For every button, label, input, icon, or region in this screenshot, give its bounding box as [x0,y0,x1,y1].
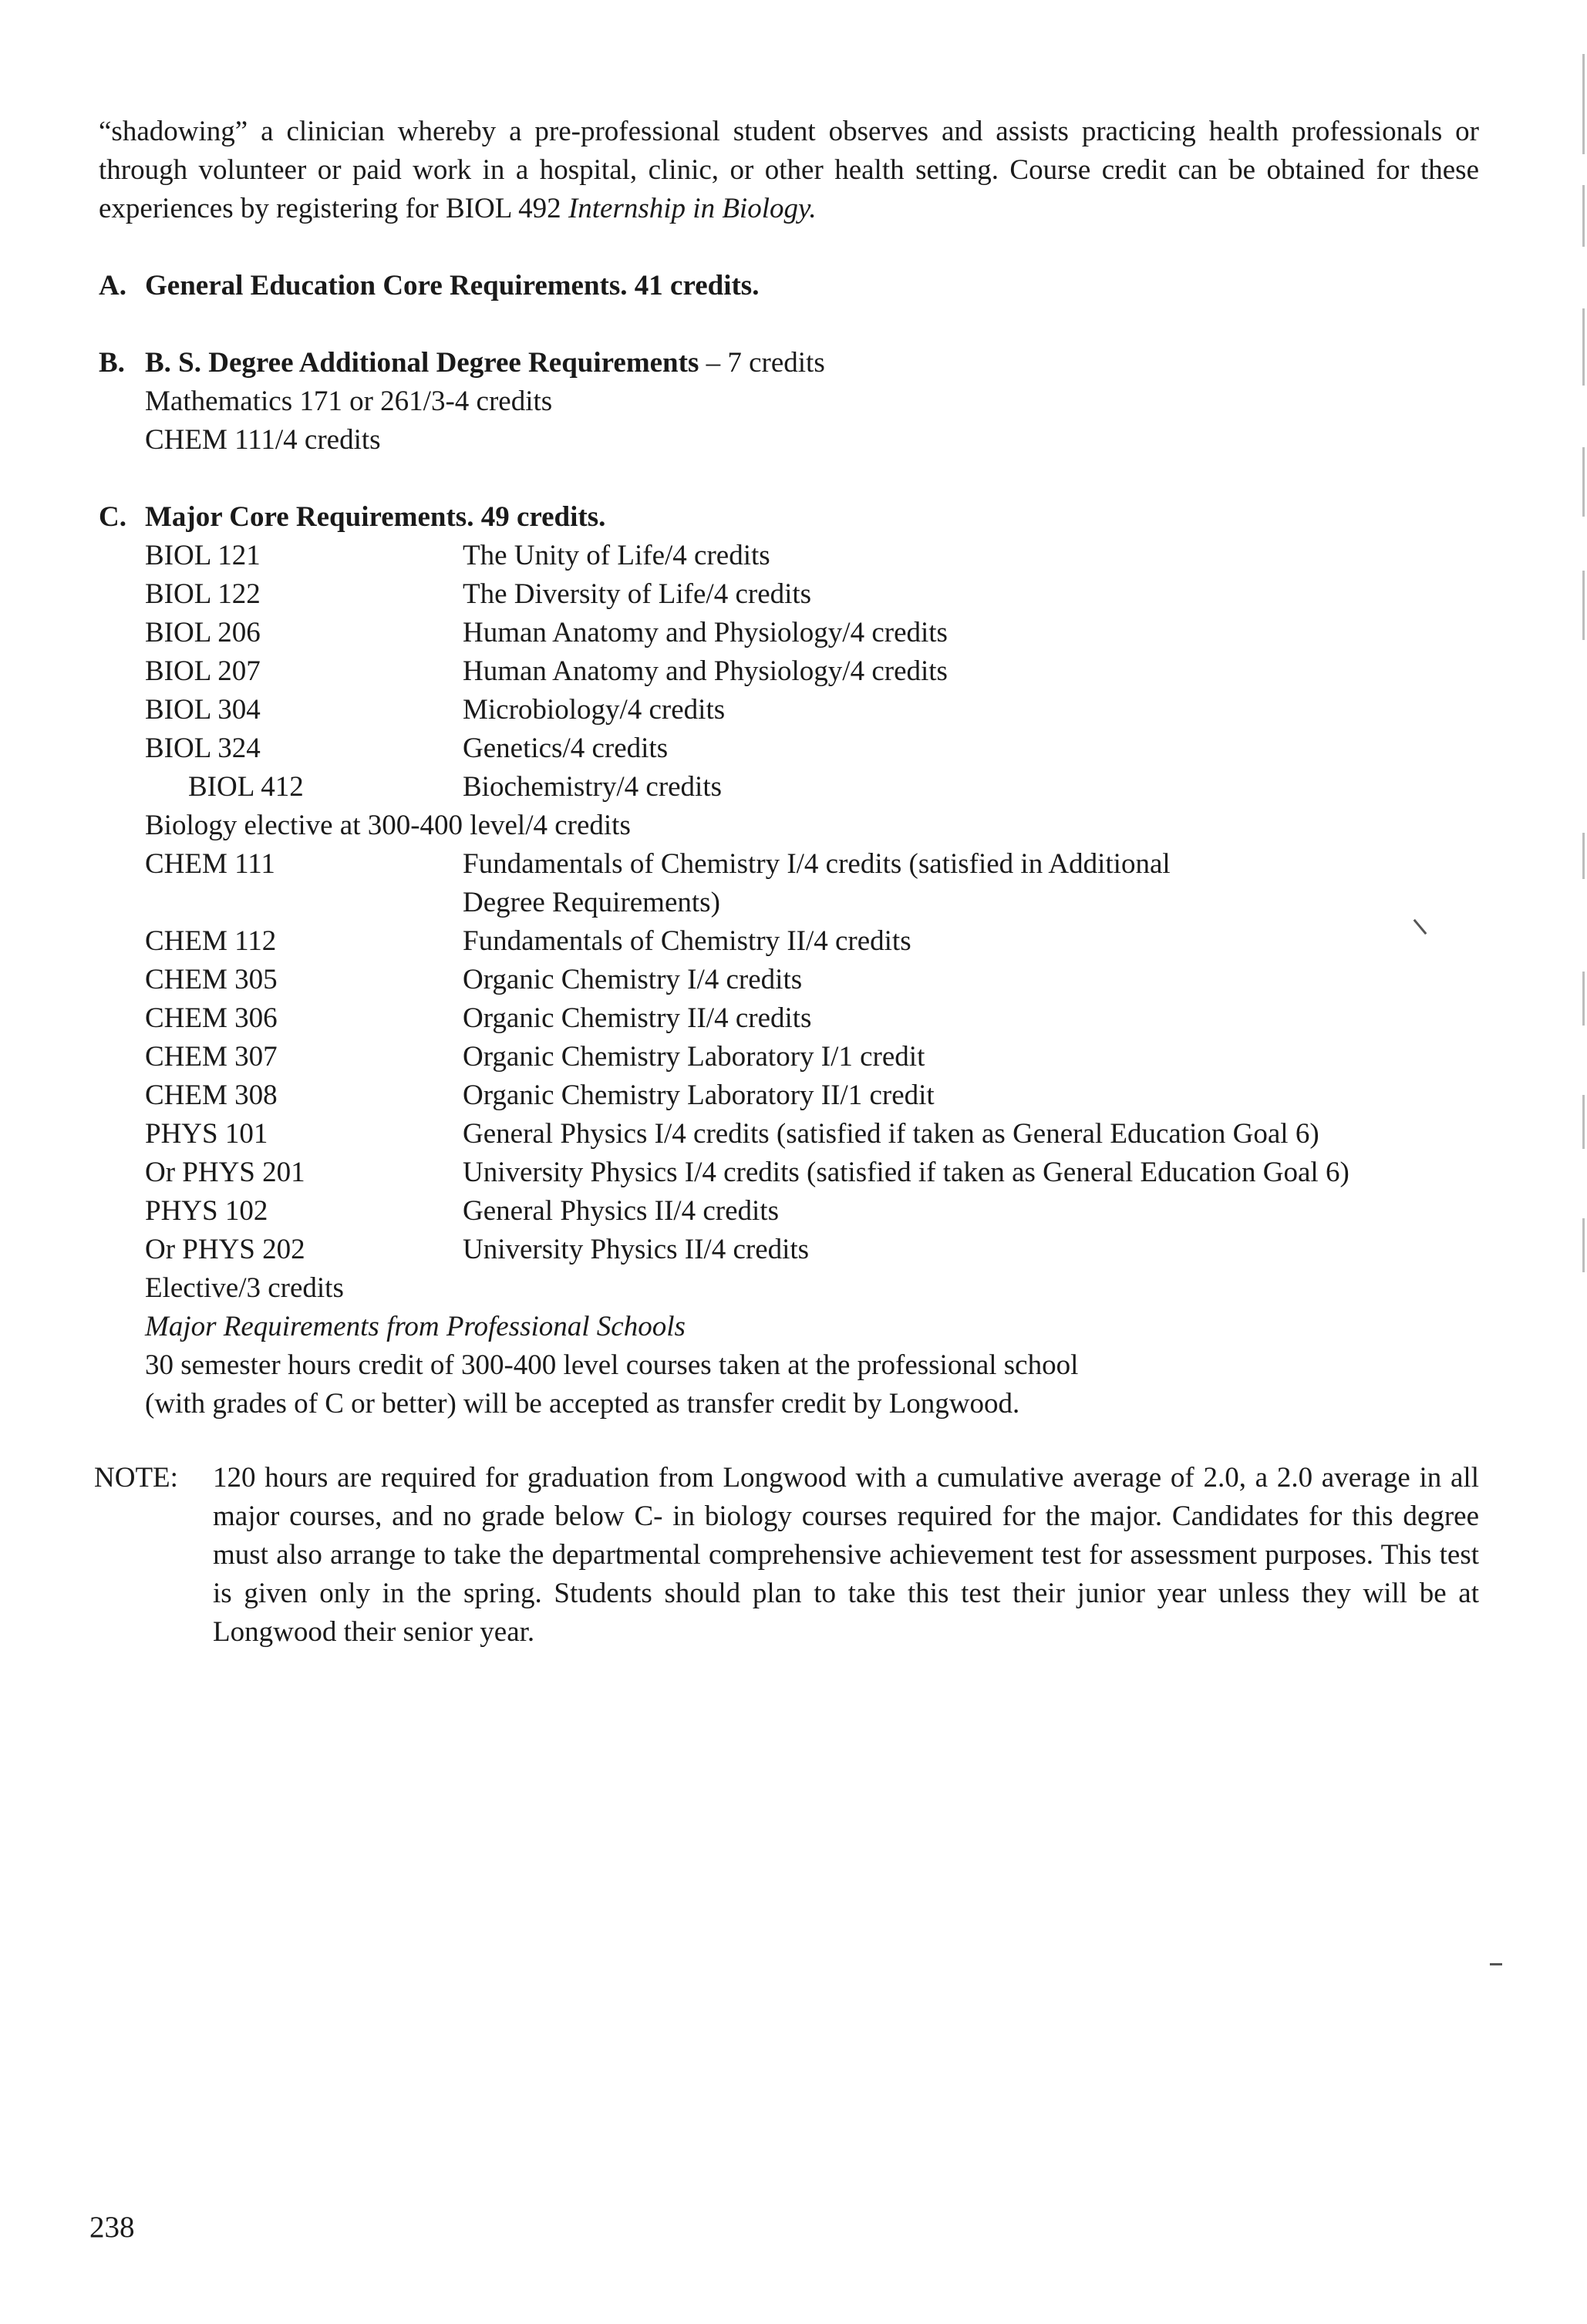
section-b-heading-text: B. S. Degree Additional Degree Requirements [145,347,699,379]
section-b-letter: B. [99,347,125,379]
course-title: Human Anatomy and Physiology/4 credits [463,655,948,687]
scan-artifact [1413,919,1427,935]
course-title: The Unity of Life/4 credits [463,540,770,571]
course-title: Microbiology/4 credits [463,694,726,726]
course-title: Fundamentals of Chemistry II/4 credits [463,925,911,957]
page-number: 238 [89,2211,135,2244]
course-code: BIOL 122 [145,578,261,610]
section-c-letter: C. [99,501,126,533]
course-code: PHYS 101 [145,1118,268,1150]
course-title: Biochemistry/4 credits [463,771,723,803]
intro-text: “shadowing” a clinician whereby a pre-professional student observes and assists practicing health professionals or through volunteer or paid work in a hospital, clinic, or other health setting. Course credit can be obtained for these experiences by registering for BIOL 492 [99,116,1479,224]
course-title: Genetics/4 credits [463,733,669,764]
section-c-heading: Major Core Requirements. 49 credits. [145,501,606,533]
course-title: Organic Chemistry II/4 credits [463,1002,812,1034]
professional-schools-line: 30 semester hours credit of 300-400 level courses taken at the professional school [145,1349,1079,1381]
course-title-continued: Degree Requirements) [463,887,720,918]
scan-artifact [1582,833,1585,879]
scan-artifact [1582,1218,1585,1272]
course-title: Fundamentals of Chemistry I/4 credits (satisfied in Additional [463,848,1171,880]
elective: Elective/3 credits [145,1272,344,1304]
scan-artifact [1490,1963,1502,1965]
scan-artifact [1582,447,1585,517]
course-title: Organic Chemistry I/4 credits [463,964,803,995]
scan-artifact [1582,1095,1585,1149]
course-code: CHEM 305 [145,964,278,995]
professional-schools-line: (with grades of C or better) will be accepted as transfer credit by Longwood. [145,1388,1020,1420]
course-title: General Physics II/4 credits [463,1195,779,1227]
intro-course-title: Internship in Biology. [568,193,817,224]
course-code: CHEM 306 [145,1002,278,1034]
section-b-heading [145,344,825,382]
course-code: CHEM 308 [145,1079,278,1111]
scan-artifact [1582,972,1585,1026]
course-code: PHYS 102 [145,1195,268,1227]
note-label: NOTE: [94,1462,178,1494]
course-code: CHEM 112 [145,925,277,957]
note-text: 120 hours are required for graduation from Longwood with a cumulative average of 2.0, a 2.0 average in all major courses, and no grade below C- in biology courses required for the major. Candidates for this degree must also arrange to take the departmental comprehensive achievement test for assessment purposes. This test is given only in the spring. Students should plan to take this test their junior year unless they will be at Longwood their senior year. [213,1462,1479,1648]
course-title: Human Anatomy and Physiology/4 credits [463,617,948,648]
course-code: BIOL 324 [145,733,261,764]
course-code: BIOL 412 [188,771,304,803]
section-a-letter: A. [99,270,126,301]
scan-artifact [1582,185,1585,247]
section-b-line: CHEM 111/4 credits [145,424,381,456]
course-code: BIOL 206 [145,617,261,648]
section-b-line: Mathematics 171 or 261/3-4 credits [145,386,553,417]
course-title: General Physics I/4 credits (satisfied if taken as General Education Goal 6) [463,1118,1319,1150]
section-a-heading: General Education Core Requirements. 41 credits. [145,270,760,301]
professional-schools-heading: Major Requirements from Professional Schools [145,1311,686,1342]
section-b-heading-credits: – 7 credits [699,347,825,379]
course-code: BIOL 121 [145,540,261,571]
course-code: CHEM 307 [145,1041,278,1073]
biology-elective: Biology elective at 300-400 level/4 credits [145,810,631,841]
course-title: University Physics I/4 credits (satisfied if taken as General Education Goal 6) [463,1157,1349,1188]
intro-paragraph [99,113,1479,228]
course-code: BIOL 207 [145,655,261,687]
scan-artifact [1582,54,1585,154]
course-title: Organic Chemistry Laboratory I/1 credit [463,1041,925,1073]
course-title: The Diversity of Life/4 credits [463,578,812,610]
scan-artifact [1582,308,1585,386]
course-code: BIOL 304 [145,694,261,726]
course-title: Organic Chemistry Laboratory II/1 credit [463,1079,935,1111]
course-title: University Physics II/4 credits [463,1234,810,1265]
course-code: Or PHYS 202 [145,1234,305,1265]
course-code: Or PHYS 201 [145,1157,305,1188]
scan-artifact [1582,571,1585,640]
course-code: CHEM 111 [145,848,275,880]
